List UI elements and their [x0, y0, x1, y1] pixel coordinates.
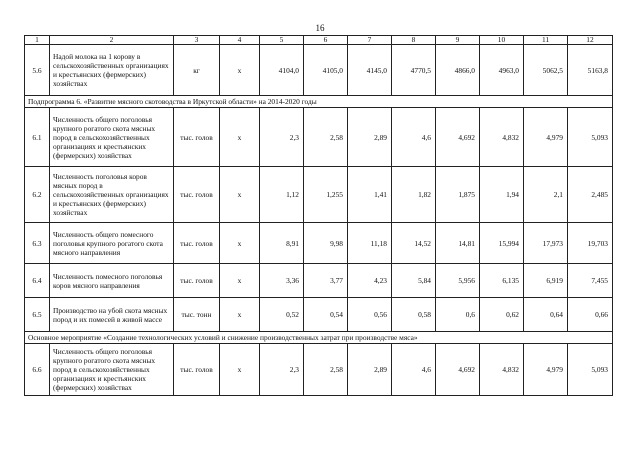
year-value: 4,832: [480, 344, 524, 396]
indicator-name: Численность общего поголовья крупного рогатого скота мясных пород в сельскохозяйственных организациях и крестьянских (фермерских) хозяйствах: [50, 108, 174, 167]
year-value: 4,692: [436, 108, 480, 167]
section-title: Основное мероприятие «Создание технологических условий и снижение производственных затрат при производстве мяса»: [25, 332, 613, 344]
year-value: 0,58: [392, 298, 436, 332]
year-value: 5,84: [392, 264, 436, 298]
column-number-1: 1: [25, 36, 50, 45]
year-value: 4,692: [436, 344, 480, 396]
indicator-name: Численность общего поголовья крупного рогатого скота мясных пород в сельскохозяйственных организациях и крестьянских (фермерских) хозяйствах: [50, 344, 174, 396]
indicator-name: Численность поголовья коров мясных пород в сельскохозяйственных организациях и крестьянских (фермерских) хозяйствах: [50, 167, 174, 223]
column-number-7: 7: [348, 36, 392, 45]
year-value: 1,875: [436, 167, 480, 223]
base-value: х: [220, 167, 260, 223]
year-value: 4104,0: [260, 45, 304, 96]
year-value: 0,6: [436, 298, 480, 332]
year-value: 2,3: [260, 108, 304, 167]
year-value: 0,56: [348, 298, 392, 332]
row-id: 5.6: [25, 45, 50, 96]
indicator-name: Производство на убой скота мясных пород и их помесей в живой массе: [50, 298, 174, 332]
column-number-4: 4: [220, 36, 260, 45]
year-value: 4,6: [392, 108, 436, 167]
base-value: х: [220, 45, 260, 96]
year-value: 2,89: [348, 344, 392, 396]
column-number-11: 11: [524, 36, 568, 45]
year-value: 8,91: [260, 223, 304, 264]
year-value: 2,89: [348, 108, 392, 167]
year-value: 2,485: [568, 167, 613, 223]
year-value: 5,956: [436, 264, 480, 298]
year-value: 5163,8: [568, 45, 613, 96]
column-number-9: 9: [436, 36, 480, 45]
table-body: [25, 36, 613, 396]
table-row: [25, 298, 613, 332]
column-number-8: 8: [392, 36, 436, 45]
column-number-3: 3: [174, 36, 220, 45]
year-value: 7,455: [568, 264, 613, 298]
column-number-2: 2: [50, 36, 174, 45]
indicator-name: Численность общего помесного поголовья крупного рогатого скота мясного направления: [50, 223, 174, 264]
base-value: х: [220, 108, 260, 167]
year-value: 6,135: [480, 264, 524, 298]
table-row: [25, 108, 613, 167]
column-number-6: 6: [304, 36, 348, 45]
year-value: 2,58: [304, 108, 348, 167]
unit: тыс. голов: [174, 108, 220, 167]
year-value: 2,3: [260, 344, 304, 396]
page-number: 16: [315, 23, 325, 33]
year-value: 1,41: [348, 167, 392, 223]
base-value: х: [220, 264, 260, 298]
year-value: 11,18: [348, 223, 392, 264]
row-id: 6.6: [25, 344, 50, 396]
year-value: 1,255: [304, 167, 348, 223]
table-row: [25, 167, 613, 223]
year-value: 4,23: [348, 264, 392, 298]
year-value: 5,093: [568, 108, 613, 167]
section-title-row: [25, 332, 613, 344]
unit: тыс. голов: [174, 167, 220, 223]
year-value: 1,82: [392, 167, 436, 223]
year-value: 2,58: [304, 344, 348, 396]
year-value: 15,994: [480, 223, 524, 264]
year-value: 4,979: [524, 108, 568, 167]
unit: тыс. голов: [174, 223, 220, 264]
unit: кг: [174, 45, 220, 96]
year-value: 5,093: [568, 344, 613, 396]
year-value: 0,64: [524, 298, 568, 332]
row-id: 6.3: [25, 223, 50, 264]
row-id: 6.1: [25, 108, 50, 167]
year-value: 4105,0: [304, 45, 348, 96]
year-value: 0,66: [568, 298, 613, 332]
year-value: 4145,0: [348, 45, 392, 96]
unit: тыс. тонн: [174, 298, 220, 332]
year-value: 2,1: [524, 167, 568, 223]
year-value: 19,703: [568, 223, 613, 264]
year-value: 4,832: [480, 108, 524, 167]
section-title: Подпрограмма 6. «Развитие мясного скотоводства в Иркутской области» на 2014-2020 годы: [25, 96, 613, 108]
year-value: 4,6: [392, 344, 436, 396]
table-row: [25, 344, 613, 396]
row-id: 6.4: [25, 264, 50, 298]
column-number-header-row: [25, 36, 613, 45]
column-number-10: 10: [480, 36, 524, 45]
year-value: 4866,0: [436, 45, 480, 96]
indicator-name: Численность помесного поголовья коров мясного направления: [50, 264, 174, 298]
section-title-row: [25, 96, 613, 108]
year-value: 3,77: [304, 264, 348, 298]
year-value: 5062,5: [524, 45, 568, 96]
year-value: 0,52: [260, 298, 304, 332]
column-number-5: 5: [260, 36, 304, 45]
row-id: 6.5: [25, 298, 50, 332]
table-row: [25, 264, 613, 298]
base-value: х: [220, 223, 260, 264]
year-value: 14,81: [436, 223, 480, 264]
year-value: 4,979: [524, 344, 568, 396]
unit: тыс. голов: [174, 344, 220, 396]
row-id: 6.2: [25, 167, 50, 223]
column-number-12: 12: [568, 36, 613, 45]
indicators-table: [24, 35, 613, 396]
table-row: [25, 223, 613, 264]
base-value: х: [220, 344, 260, 396]
year-value: 3,36: [260, 264, 304, 298]
year-value: 17,973: [524, 223, 568, 264]
year-value: 14,52: [392, 223, 436, 264]
year-value: 1,12: [260, 167, 304, 223]
year-value: 0,62: [480, 298, 524, 332]
year-value: 1,94: [480, 167, 524, 223]
year-value: 6,919: [524, 264, 568, 298]
unit: тыс. голов: [174, 264, 220, 298]
year-value: 4963,0: [480, 45, 524, 96]
table-row: [25, 45, 613, 96]
year-value: 4770,5: [392, 45, 436, 96]
indicator-name: Надой молока на 1 корову в сельскохозяйственных организациях и крестьянских (фермерских) хозяйствах: [50, 45, 174, 96]
base-value: х: [220, 298, 260, 332]
year-value: 0,54: [304, 298, 348, 332]
year-value: 9,98: [304, 223, 348, 264]
